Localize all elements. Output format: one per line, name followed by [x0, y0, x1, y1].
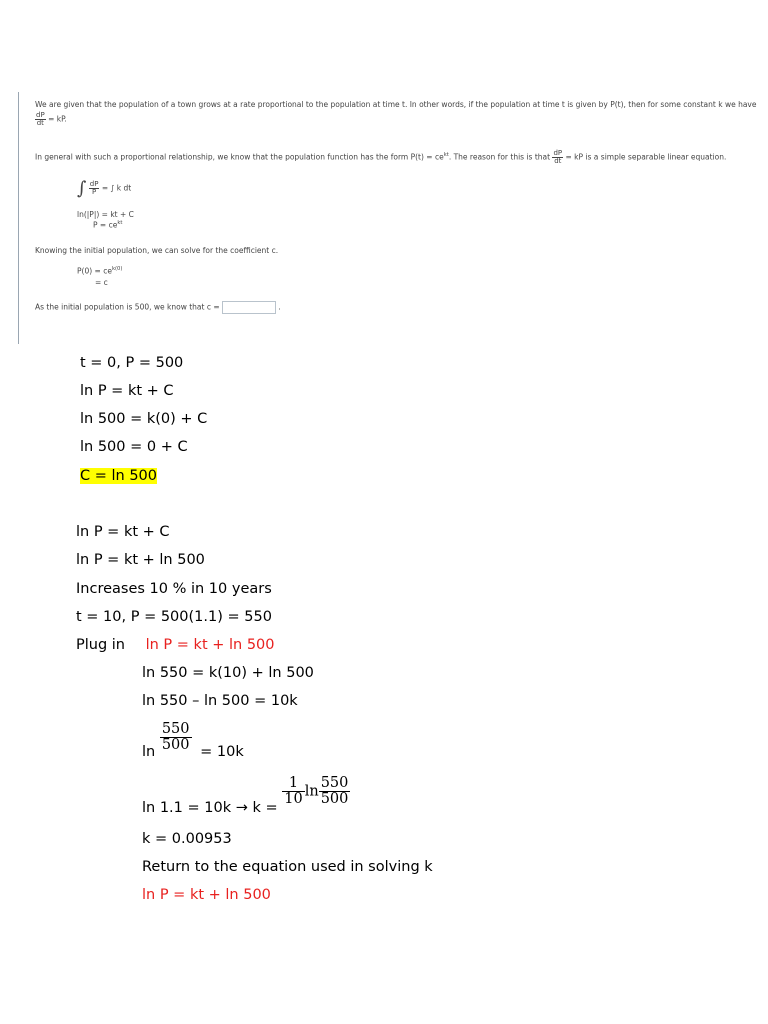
dp-dt-fraction-2: $\frac{dP}{dt}$	[553, 149, 563, 165]
solution-line-4: ln 500 = 0 + C	[80, 439, 188, 455]
p0-equals-c: = c	[95, 278, 108, 287]
problem-screenshot	[18, 92, 757, 344]
integral-symbol: ∫	[77, 178, 87, 199]
dp-dt-fraction: $\frac{dP}{dt}$	[36, 111, 45, 127]
intro-equation: $\frac{dP}{dt}$ = kP.	[36, 111, 67, 127]
ln-equation: ln(|P|) = kt + C	[77, 210, 134, 219]
exp-equation: $P = ce^{kt}$	[93, 220, 123, 230]
highlighted-result: C = ln 500	[80, 468, 157, 484]
solution-line-2: ln P = kt + C	[80, 383, 174, 399]
solution-line-11: ln 550 = k(10) + ln 500	[142, 665, 314, 681]
solution-line-12: ln 550 – ln 500 = 10k	[142, 693, 298, 709]
solution-line-15: k = 0.00953	[142, 831, 232, 847]
knowing-text: Knowing the initial population, we can solve for the coefficient c.	[35, 246, 279, 255]
p0-equation: $P(0) = ce^{k(0)}$	[77, 266, 123, 276]
integral-equation: ∫ $\frac{dP}{P}$ = ∫ k dt	[77, 178, 132, 199]
solution-line-10	[76, 637, 275, 653]
solution-line-5	[80, 468, 157, 484]
initial-population-text: As the initial population is 500, we know that c = .	[35, 301, 281, 314]
solution-line-1: t = 0, P = 500	[80, 355, 184, 371]
ratio-fraction-2: $\frac{550}{500}$	[320, 775, 349, 808]
intro-text: We are given that the population of a town grows at a rate proportional to the population at time t. In other words, if the population at time t is given by P(t), then for some constant k we have	[35, 100, 757, 109]
solution-line-14: ln 1.1 = 10k → k = $\frac{1}{10}$ ln $\frac{550}{500}$	[142, 775, 349, 816]
solution-line-8: Increases 10 % in 10 years	[76, 581, 272, 597]
solution-line-17: ln P = kt + ln 500	[142, 887, 271, 903]
solution-line-16: Return to the equation used in solving k	[142, 859, 433, 875]
plug-in-label: Plug in	[76, 637, 125, 653]
solution-line-6: ln P = kt + C	[76, 524, 170, 540]
solution-line-9: t = 10, P = 500(1.1) = 550	[76, 609, 272, 625]
one-tenth-fraction: $\frac{1}{10}$	[284, 775, 303, 808]
general-form-text: In general with such a proportional relationship, we know that the population function has the form $P(t) = ce^{kt}$. The reason for this is that $\frac{dP}{dt}$ = kP is a simple separable linear equation.	[35, 149, 727, 165]
plug-in-equation: ln P = kt + ln 500	[145, 637, 275, 653]
solution-line-13: ln $\frac{550}{500}$ = 10k	[142, 721, 244, 760]
answer-input[interactable]	[222, 301, 276, 314]
dp-p-fraction: $\frac{dP}{P}$	[89, 180, 99, 196]
solution-line-3: ln 500 = k(0) + C	[80, 411, 208, 427]
solution-line-7: ln P = kt + ln 500	[76, 552, 205, 568]
ratio-fraction: $\frac{550}{500}$	[161, 721, 190, 754]
